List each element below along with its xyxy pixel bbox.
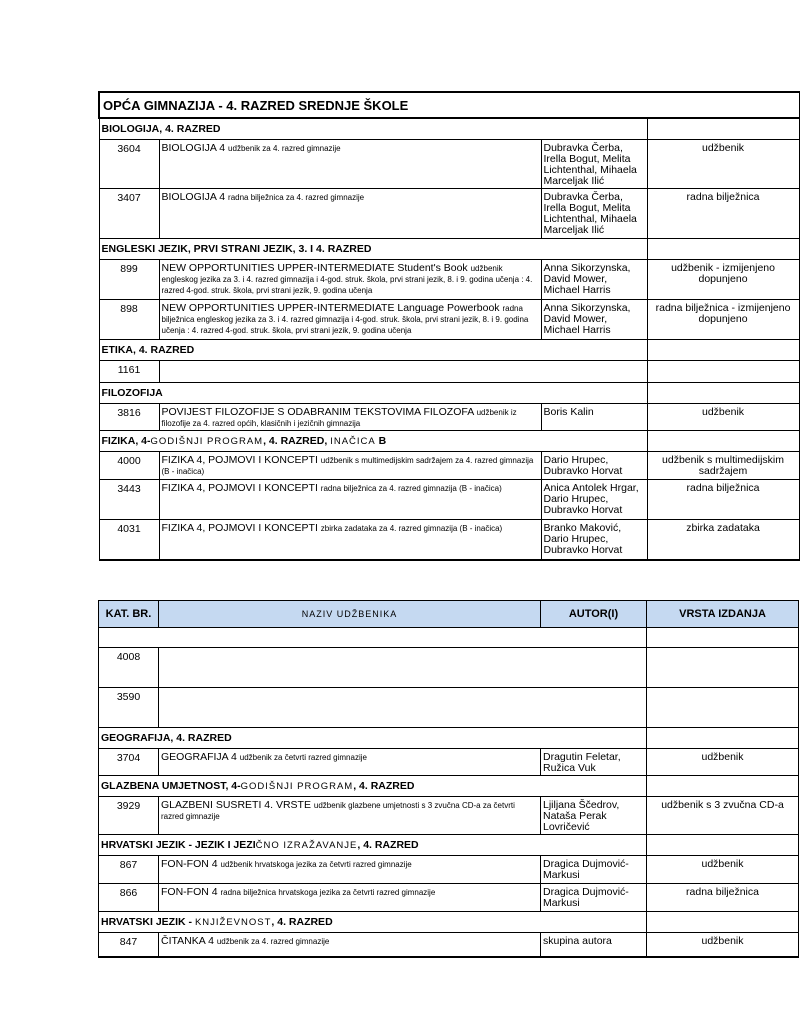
edition-type: udžbenik — [647, 856, 799, 884]
main-title: OPĆA GIMNAZIJA - 4. RAZRED SREDNJE ŠKOLE — [99, 92, 799, 118]
book-description: udžbenik za 4. razred gimnazije — [228, 144, 341, 153]
book-description: zbirka zadataka za 4. razred gimnazija (B - inačica) — [320, 524, 503, 533]
author: Dubravka Čerba, Irella Bogut, Melita Lichtenthal, Mihaela Marceljak Ilić — [541, 140, 647, 189]
catalog-number: 3407 — [99, 189, 159, 239]
edition-type: radna bilježnica — [647, 189, 799, 239]
table-row — [99, 260, 799, 300]
book-description: udžbenik engleskog jezika za 3. i 4. razred gimnazija i 4-god. struk. škola, prvi strani jezik, 8. i 9. godina učenja : 4. razred 4-god. struk. škola, prvi strani jezik, 9. godina učenja — [161, 264, 533, 295]
section-header — [99, 340, 799, 361]
author: Ljiljana Ščedrov, Nataša Perak Lovričević — [541, 797, 647, 835]
author: Dubravka Čerba, Irella Bogut, Melita Lichtenthal, Mihaela Marceljak Ilić — [541, 189, 647, 239]
edition-type: zbirka zadataka — [647, 520, 799, 560]
book-title: FON-FON 4 — [161, 858, 218, 870]
catalog-table-2 — [98, 600, 799, 958]
book-title-cell — [159, 260, 541, 300]
section-header — [99, 776, 799, 797]
table-row — [99, 520, 799, 560]
catalog-table-1 — [98, 91, 800, 561]
edition-type: udžbenik — [647, 140, 799, 189]
catalog-number: 898 — [99, 300, 159, 340]
table-row — [99, 140, 799, 189]
empty-row — [99, 628, 799, 648]
section-title: GLAZBENA UMJETNOST, 4-GODIŠNJI PROGRAM, 4. RAZRED — [99, 776, 647, 797]
section-header — [99, 118, 799, 140]
edition-type: udžbenik — [647, 933, 799, 957]
catalog-number: 3704 — [99, 749, 159, 776]
book-title-cell — [159, 884, 541, 912]
table-row — [99, 749, 799, 776]
header-cat: KAT. BR. — [99, 601, 159, 628]
edition-type: radna bilježnica — [647, 884, 799, 912]
table-row — [99, 480, 799, 520]
book-description: udžbenik za 4. razred gimnazije — [216, 937, 330, 946]
book-title-cell — [159, 140, 541, 189]
book-title-cell — [159, 856, 541, 884]
book-title: ČITANKA 4 — [161, 935, 214, 947]
section-header — [99, 431, 799, 452]
table-row — [99, 933, 799, 957]
book-title-cell — [159, 452, 541, 480]
book-title: POVIJEST FILOZOFIJE S ODABRANIM TEKSTOVIMA FILOZOFA — [161, 406, 474, 418]
edition-type: udžbenik — [647, 749, 799, 776]
author: Dragica Dujmović-Markusi — [541, 856, 647, 884]
edition-type: radna bilježnica — [647, 480, 799, 520]
book-title-cell — [159, 300, 541, 340]
book-title: GEOGRAFIJA 4 — [161, 751, 237, 763]
author: skupina autora — [541, 933, 647, 957]
table-row — [99, 300, 799, 340]
book-title-cell — [159, 404, 541, 431]
catalog-number: 4031 — [99, 520, 159, 560]
catalog-number: 899 — [99, 260, 159, 300]
book-title: FON-FON 4 — [161, 886, 218, 898]
author: Anna Sikorzynska, David Mower, Michael Harris — [541, 260, 647, 300]
book-title: NEW OPPORTUNITIES UPPER-INTERMEDIATE Student's Book — [161, 262, 468, 274]
catalog-number: 4000 — [99, 452, 159, 480]
book-description: radna bilježnica za 4. razred gimnazija (B - inačica) — [320, 484, 502, 493]
book-title-cell — [159, 480, 541, 520]
catalog-number: 867 — [99, 856, 159, 884]
book-title: BIOLOGIJA 4 — [161, 191, 226, 203]
section-title: FIZIKA, 4-GODIŠNJI PROGRAM, 4. RAZRED, INAČICA B — [99, 431, 647, 452]
book-description: radna bilježnica engleskog jezika za 3. i 4. razred gimnazija i 4-god. struk. škola, prvi strani jezik, 8. i 9. godina učenja : 4. razred 4-god. struk. škola, prvi strani jezik, 9. godina učenja — [161, 304, 529, 335]
section-title: ETIKA, 4. RAZRED — [99, 340, 647, 361]
book-title-cell — [159, 797, 541, 835]
section-title: ENGLESKI JEZIK, PRVI STRANI JEZIK, 3. I 4. RAZRED — [99, 239, 647, 260]
catalog-number: 3816 — [99, 404, 159, 431]
table-row — [99, 884, 799, 912]
book-title: FIZIKA 4, POJMOVI I KONCEPTI — [161, 522, 318, 534]
header-name: NAZIV UDŽBENIKA — [159, 601, 541, 628]
book-title — [159, 361, 647, 383]
section-title: GEOGRAFIJA, 4. RAZRED — [99, 728, 647, 749]
book-description: udžbenik glazbene umjetnosti s 3 zvučna CD-a za četvrti razred gimnazije — [161, 801, 515, 821]
book-title-cell — [159, 933, 541, 957]
section-header — [99, 239, 799, 260]
edition-type — [647, 361, 799, 383]
catalog-number: 847 — [99, 933, 159, 957]
edition-type: udžbenik — [647, 404, 799, 431]
book-title-cell — [159, 189, 541, 239]
table-row — [99, 452, 799, 480]
catalog-number: 3604 — [99, 140, 159, 189]
edition-type: udžbenik s multimedijskim sadržajem — [647, 452, 799, 480]
book-title-cell — [159, 749, 541, 776]
book-title: BIOLOGIJA 4 — [161, 142, 226, 154]
catalog-number: 3929 — [99, 797, 159, 835]
book-description: radna bilježnica hrvatskoga jezika za četvrti razred gimnazije — [220, 888, 436, 897]
author: Anica Antolek Hrgar, Dario Hrupec, Dubravko Horvat — [541, 480, 647, 520]
book-description: udžbenik s multimedijskim sadržajem za 4. razred gimnazija (B - inačica) — [161, 456, 534, 476]
book-title-cell — [159, 520, 541, 560]
table-row — [99, 856, 799, 884]
section-title: BIOLOGIJA, 4. RAZRED — [99, 118, 647, 140]
author: Dario Hrupec, Dubravko Horvat — [541, 452, 647, 480]
catalog-number: 866 — [99, 884, 159, 912]
column-header-row — [99, 601, 799, 628]
table-row — [99, 688, 799, 728]
book-title: FIZIKA 4, POJMOVI I KONCEPTI — [161, 482, 318, 494]
book-description: udžbenik hrvatskoga jezika za četvrti razred gimnazije — [220, 860, 412, 869]
book-description: udžbenik za četvrti razred gimnazije — [239, 753, 367, 762]
book-description: radna bilježnica za 4. razred gimnazije — [228, 193, 365, 202]
book-title: GLAZBENI SUSRETI 4. VRSTE — [161, 799, 311, 811]
header-kind: VRSTA IZDANJA — [647, 601, 799, 628]
author: Dragutin Feletar, Ružica Vuk — [541, 749, 647, 776]
catalog-number: 3443 — [99, 480, 159, 520]
edition-type: udžbenik s 3 zvučna CD-a — [647, 797, 799, 835]
book-description: udžbenik iz filozofije za 4. razred općih, klasičnih i jezičnih gimnazija — [161, 408, 517, 428]
table-row — [99, 189, 799, 239]
section-header — [99, 835, 799, 856]
section-title: HRVATSKI JEZIK - KNJIŽEVNOST, 4. RAZRED — [99, 912, 647, 933]
section-header — [99, 383, 799, 404]
header-author: AUTOR(I) — [541, 601, 647, 628]
table-row — [99, 797, 799, 835]
edition-type: udžbenik - izmijenjeno dopunjeno — [647, 260, 799, 300]
author: Anna Sikorzynska, David Mower, Michael Harris — [541, 300, 647, 340]
section-title: FILOZOFIJA — [99, 383, 647, 404]
table-row — [99, 361, 799, 383]
author: Branko Maković, Dario Hrupec, Dubravko Horvat — [541, 520, 647, 560]
edition-type: radna bilježnica - izmijenjeno dopunjeno — [647, 300, 799, 340]
section-header — [99, 912, 799, 933]
book-title: NEW OPPORTUNITIES UPPER-INTERMEDIATE Language Powerbook — [161, 302, 500, 314]
catalog-number: 3590 — [99, 688, 159, 728]
table-row — [99, 648, 799, 688]
table-row — [99, 404, 799, 431]
section-title: HRVATSKI JEZIK - JEZIK I JEZIČNO IZRAŽAVANJE, 4. RAZRED — [99, 835, 647, 856]
catalog-number: 1161 — [99, 361, 159, 383]
author: Dragica Dujmović-Markusi — [541, 884, 647, 912]
author: Boris Kalin — [541, 404, 647, 431]
catalog-number: 4008 — [99, 648, 159, 688]
book-title: FIZIKA 4, POJMOVI I KONCEPTI — [161, 454, 318, 466]
section-header — [99, 728, 799, 749]
